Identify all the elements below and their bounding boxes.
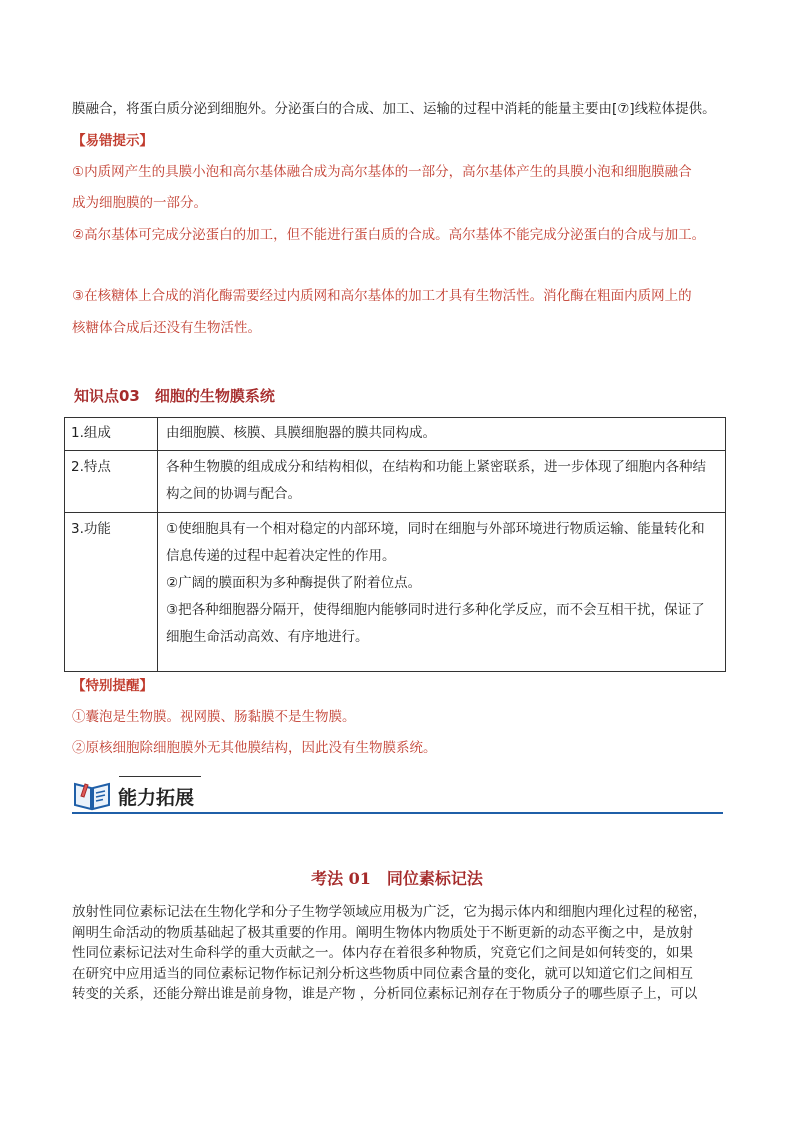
- special-title: 【特别提醒】: [72, 678, 153, 694]
- table-row: [65, 451, 726, 513]
- para-line: 转变的关系，还能分辩出谁是前身物，谁是产物 ，分析同位素标记剂存在于物质分子的哪些原子上，可以: [72, 986, 698, 1002]
- tip-title: 【易错提示】: [72, 133, 153, 149]
- special-p1: ①囊泡是生物膜。视网膜、肠黏膜不是生物膜。: [72, 709, 356, 725]
- row-label: 3.功能: [65, 513, 158, 672]
- knowledge-heading: 知识点03 细胞的生物膜系统: [74, 387, 275, 405]
- table-row: [65, 513, 726, 672]
- tip-p2: ②高尔基体可完成分泌蛋白的加工，但不能进行蛋白质的合成。高尔基体不能完成分泌蛋白的合成与加工。: [72, 227, 706, 243]
- text-line: 膜融合，将蛋白质分泌到细胞外。分泌蛋白的合成、加工、运输的过程中消耗的能量主要由[⑦]线粒体提供。: [72, 101, 716, 117]
- para-line: 性同位素标记法对生命科学的重大贡献之一。体内存在着很多种物质，究竟它们之间是如何转变的，如果: [72, 945, 693, 961]
- para-line: 阐明生命活动的物质基础起了极其重要的作用。阐明生物体内物质处于不断更新的动态平衡之中，是放射: [72, 924, 693, 941]
- tip-p3-line2: 核糖体合成后还没有生物活性。: [72, 320, 261, 336]
- ability-top-rule: [119, 776, 201, 777]
- row-content: 由细胞膜、核膜、具膜细胞器的膜共同构成。: [158, 418, 726, 451]
- table-row: [65, 418, 726, 451]
- row-content: ①使细胞具有一个相对稳定的内部环境，同时在细胞与外部环境进行物质运输、能量转化和 信息传递的过程中起着决定性的作用。 ②广阔的膜面积为多种酶提供了附着位点。 ③把各种细胞器分隔开，使得细胞内能够同时进行多种化学反应，而不会互相干扰，保证了 细胞生命活动高效、有序地进行。: [158, 513, 726, 672]
- para-line: 放射性同位素标记法在生物化学和分子生物学领域应用极为广泛，它为揭示体内和细胞内理化过程的秘密，: [72, 904, 707, 920]
- row-label: 2.特点: [65, 451, 158, 513]
- method-paragraph: [72, 902, 722, 1005]
- tip-p1-line1: ①内质网产生的具膜小泡和高尔基体融合成为高尔基体的一部分，高尔基体产生的具膜小泡和细胞膜融合: [72, 164, 692, 180]
- ability-title: 能力拓展: [118, 787, 195, 809]
- row-label: 1.组成: [65, 418, 158, 451]
- book-icon: [72, 776, 112, 812]
- knowledge-table: [64, 417, 726, 672]
- special-p2: ②原核细胞除细胞膜外无其他膜结构，因此没有生物膜系统。: [72, 740, 437, 756]
- ability-icon: [72, 776, 112, 816]
- tip-p1-line2: 成为细胞膜的一部分。: [72, 195, 207, 211]
- ability-rule: [72, 812, 723, 814]
- tip-p3-line1: ③在核糖体上合成的消化酶需要经过内质网和高尔基体的加工才具有生物活性。消化酶在粗面内质网上的: [72, 288, 692, 304]
- method-title: 考法 01 同位素标记法: [311, 869, 483, 888]
- para-line: 在研究中应用适当的同位素标记物作标记剂分析这些物质中同位素含量的变化，就可以知道它们之间相互: [72, 965, 693, 982]
- row-content: 各种生物膜的组成成分和结构相似，在结构和功能上紧密联系，进一步体现了细胞内各种结 构之间的协调与配合。: [158, 451, 726, 513]
